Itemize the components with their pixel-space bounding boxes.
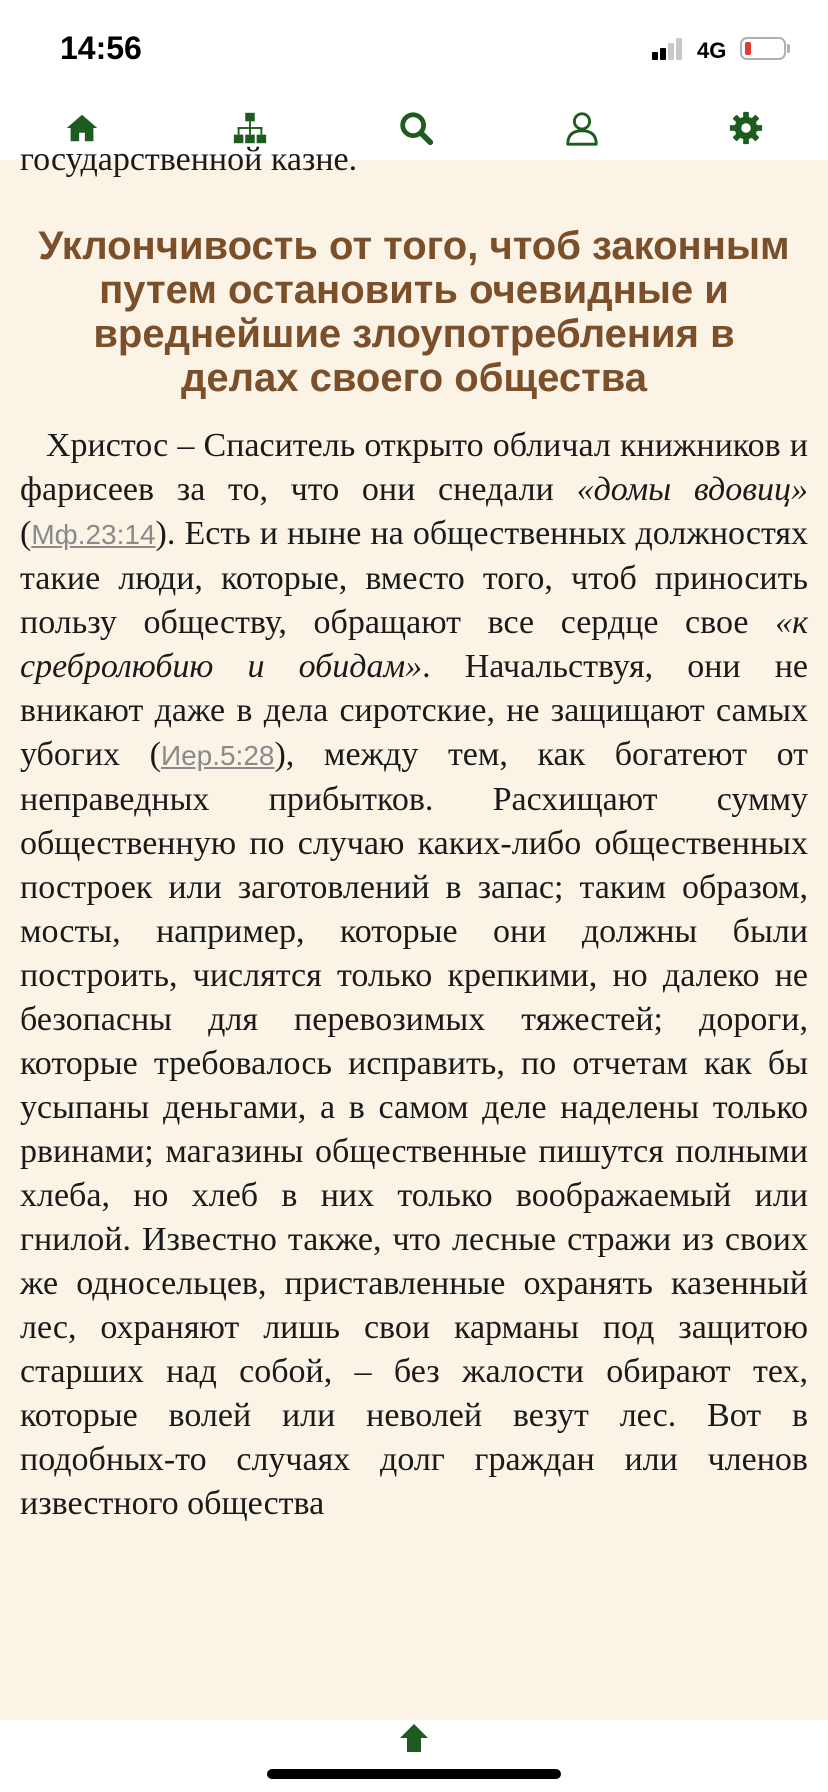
section-heading: Уклончивость от того, чтоб законным путем остановить очевидные и вреднейшие злоупотребления в делах своего общества xyxy=(38,224,790,400)
scripture-link[interactable]: Мф.23:14 xyxy=(31,519,156,550)
article-body xyxy=(0,138,828,1526)
network-type: 4G xyxy=(697,38,727,63)
arrow-up-icon[interactable] xyxy=(395,1722,433,1752)
scripture-link[interactable]: Иер.5:28 xyxy=(160,740,275,771)
lead-paragraph: государственной казне. xyxy=(20,141,358,178)
bottom-bar xyxy=(0,1720,828,1792)
battery-cap xyxy=(787,44,790,53)
battery-icon xyxy=(740,37,786,60)
text-segment: Христос – Спаситель открыто обличал книжников и фарисеев за то, что они снедали xyxy=(20,427,808,508)
signal-strength-icon xyxy=(652,38,684,60)
text-segment: ), между тем, как богатеют от неправедных прибытков. Расхищают сумму общественную по случаю каких-либо общественных построек или заготовлений в запас; таким образом, мосты, например, которые они должны были построить, числятся только крепкими, но далеко не безопасны для перевозимых тяжестей; дороги, которые требовалось исправить, по отчетам как бы усыпаны деньгами, а в самом деле наделены только рвинами; магазины общественные пишутся полными хлеба, но хлеб в них только воображаемый или гнилой. Известно также, что лесные стражи из своих же односельцев, приставленные охранять казенный лес, охраняют лишь свои карманы под защитою старших над собой, – без жалости обирают тех, которые волей или неволей везут лес. Вот в подобных-то случаях долг граждан или членов известного общества xyxy=(20,736,808,1522)
status-time: 14:56 xyxy=(60,30,142,66)
home-indicator[interactable] xyxy=(267,1769,561,1779)
article-content[interactable] xyxy=(0,141,828,1720)
quote: «к сребролюбию и обидам» xyxy=(20,604,808,685)
body-paragraph xyxy=(20,424,808,1526)
quote: «домы вдовиц» xyxy=(576,471,808,508)
text-segment: ( xyxy=(20,515,32,552)
text-segment: ). Есть и ныне на общественных должностях такие люди, которые, вместо того, чтоб приносить пользу обществу, обращают все сердце свое xyxy=(20,515,808,641)
status-bar xyxy=(0,0,828,95)
text-segment: . Начальствуя, они не вникают даже в дела сиротские, не защищают самых убогих ( xyxy=(20,648,808,773)
